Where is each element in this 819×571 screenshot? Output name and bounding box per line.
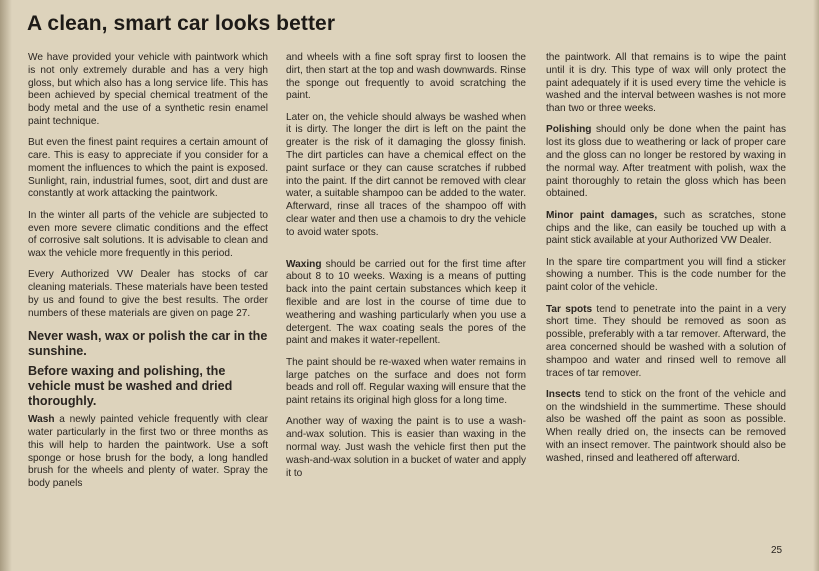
minor-text: such as scratches, stone chips and the like, can easily be touched up with a paint stick available at your Authorized VW Dealer. (546, 209, 787, 247)
lead-wash: Wash (28, 414, 55, 426)
paragraph-minor-damage (546, 210, 786, 248)
heading-before-waxing: Before waxing and polishing, the vehicle must be washed and dried thoroughly. (28, 364, 233, 409)
paragraph-wash (28, 414, 268, 491)
paragraph: In the spare tire compartment you will find a sticker showing a number. This is the code number for the paint color of the vehicle. (546, 256, 786, 294)
tar-text: tend to penetrate into the paint in a very short time. They should be removed as soon as possible, preferably with a tar remover. Afterward, the area concerned should be washed with a solution of shampoo and water and rinsed well to remove all traces of tar remover. (546, 303, 787, 379)
lead-tar-spots: Tar spots (546, 303, 593, 315)
wash-text: a newly painted vehicle frequently with clear water particularly in the first two or three months as this will help to harden the paintwork. Use a soft sponge or hose brush for the body, a long handled brush for the wheels and plenty of water. Spray the body panels (28, 414, 268, 490)
paragraph: But even the finest paint requires a certain amount of care. This is easy to appreciate if you consider for a moment the influences to which the paint is exposed. Sunlight, rain, industrial fumes, soot, dirt and dust are constantly at work attacking the paintwork. (28, 137, 268, 200)
paragraph-waxing (286, 259, 526, 349)
paragraph-polishing (546, 124, 786, 201)
lead-polishing: Polishing (546, 124, 592, 136)
lead-waxing: Waxing (286, 258, 322, 270)
paragraph-insects (546, 389, 786, 466)
page-number: 25 (771, 545, 783, 556)
lead-insects: Insects (546, 388, 581, 400)
page-edge (813, 0, 819, 571)
paragraph: We have provided your vehicle with paintwork which is not only extremely durable and has a very high gloss, but which also has a long service life. This has been achieved by special chemical treatment of the body metal and the use of a synthetic resin enamel paint technique. (28, 52, 268, 127)
binding-shadow (0, 0, 12, 571)
paragraph: The paint should be re-waxed when water remains in large patches on the surface and does not form beads and roll off. Regular waxing will ensure that the paint retains its original high gloss for a long time. (286, 356, 526, 407)
paragraph: Later on, the vehicle should always be washed when it is dirty. The longer the dirt is left on the paint the greater is the risk of it damaging the glossy finish. The dirt particles can have a chemical effect on the paint surface or they can cause scratches if rubbed into the paint. If the dirt cannot be removed with clear water, a suitable shampoo can be added to the water. Afterward, rinse all traces of the shampoo off with clear water and then use a chamois to dry the vehicle to avoid water spots. (286, 111, 526, 238)
insects-text: tend to stick on the front of the vehicle and on the windshield in the summertime. These should also be washed off the paint as soon as possible. When really dried on, the insects can be removed with an insect remover. The paintwork should also be washed, rinsed and leathered off afterward. (546, 388, 786, 464)
page-title: A clean, smart car looks better (27, 12, 336, 35)
heading-never-wash: Never wash, wax or polish the car in the sunshine. (28, 329, 268, 359)
paragraph: and wheels with a fine soft spray first to loosen the dirt, then start at the top and wash downwards. Rinse the sponge out frequently to avoid scratching the paint. (286, 52, 526, 102)
paragraph-tar (546, 304, 786, 381)
column-1 (28, 52, 268, 499)
lead-minor-damage: Minor paint damages, (546, 209, 658, 221)
waxing-text: should be carried out for the first time after about 8 to 10 weeks. Waxing is a means of putting back into the paint certain substances which keep it flexible and are lost in the course of time due to weathering and washing particularly when you use a detergent. The wax coating seals the pores of the paint and makes it water-repellent. (286, 258, 526, 347)
paragraph: Every Authorized VW Dealer has stocks of car cleaning materials. These materials have been tested by us and found to give the best results. The order numbers of these materials are given on page 27. (28, 269, 268, 319)
paragraph: the paintwork. All that remains is to wipe the paint until it is dry. This type of wax will only protect the paint adequately if it is used every time the vehicle is washed and the interval between washes is not more than two or three weeks. (546, 52, 786, 115)
paragraph: Another way of waxing the paint is to use a wash-and-wax solution. This is easier than waxing in the normal way. Just wash the vehicle first then put the wash-and-wax solution in a bucket of water and apply it to (286, 416, 526, 479)
column-2 (286, 52, 526, 489)
polishing-text: should only be done when the paint has lost its gloss due to weathering or lack of proper care and the gloss can no longer be restored by waxing in the normal way. After treatment with polish, wax the paint thoroughly to retain the gloss which has been obtained. (546, 124, 786, 200)
column-3 (546, 52, 786, 474)
paragraph: In the winter all parts of the vehicle are subjected to even more severe climatic conditions and the effect of corrosive salt solutions. It is advisable to clean and wax the vehicle more frequently in this period. (28, 209, 268, 260)
